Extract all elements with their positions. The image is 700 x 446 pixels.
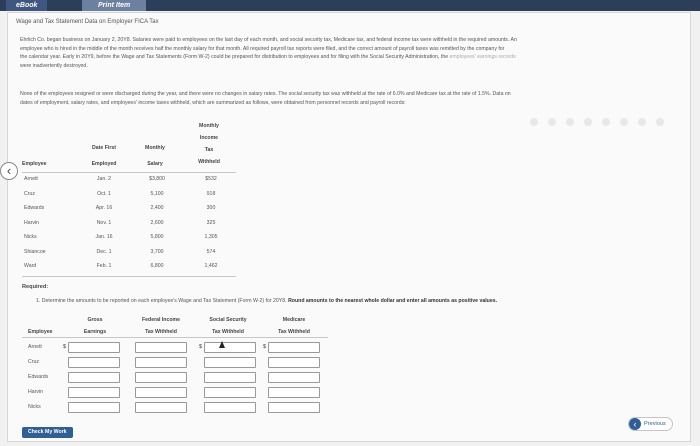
- income-tax-withheld: 325: [206, 219, 216, 226]
- answer-employee-name: Edwards: [28, 374, 49, 380]
- table-divider: [22, 276, 236, 277]
- chevron-left-icon: ‹: [629, 418, 641, 430]
- medicare-tax-input[interactable]: [268, 342, 320, 353]
- income-tax-withheld: 574: [206, 248, 216, 255]
- monthly-salary: 3,700: [150, 248, 164, 255]
- social-security-tax-input[interactable]: [204, 357, 256, 368]
- medicare-tax-input[interactable]: [268, 402, 320, 413]
- gross-earnings-input[interactable]: [68, 402, 120, 413]
- employee-name: Ward: [24, 263, 37, 269]
- social-security-tax-input[interactable]: [204, 387, 256, 398]
- currency-symbol: $: [263, 344, 267, 350]
- employee-name: Nicks: [24, 234, 37, 240]
- check-my-work-button[interactable]: Check My Work: [22, 427, 73, 438]
- gross-earnings-input[interactable]: [68, 387, 120, 398]
- previous-button[interactable]: ‹ Previous: [628, 417, 673, 431]
- date-first-employed: Dec. 1: [96, 248, 112, 255]
- medicare-tax-input[interactable]: [268, 357, 320, 368]
- employee-name: Cruz: [24, 190, 35, 197]
- social-security-tax-input[interactable]: [204, 372, 256, 383]
- col-header-date: Date First Employed: [91, 145, 117, 167]
- currency-symbol: $: [63, 344, 67, 350]
- mouse-cursor-icon: [219, 341, 225, 348]
- income-tax-withheld: 300: [206, 205, 216, 211]
- gross-earnings-input[interactable]: [68, 372, 120, 383]
- chevron-left-icon[interactable]: ‹: [0, 162, 18, 180]
- instruction-text: 1. Determine the amounts to be reported on each employee's Wage and Tax Statement (Form W-2) for 20Y8. Round amounts to the nearest whole dollar and enter all amounts as positive values.: [36, 298, 498, 304]
- answer-employee-name: Cruz: [28, 359, 39, 365]
- date-first-employed: Feb. 1: [96, 263, 112, 269]
- answer-employee-name: Arnett: [28, 344, 42, 350]
- answer-header-social-security: Social Security Tax Withheld: [209, 317, 247, 335]
- federal-income-tax-input[interactable]: [135, 372, 187, 383]
- data-paragraph: None of the employees resigned or were discharged during the year, and there were no changes in salary rates. The social security tax was withheld at the rate of 6.0% and Medicare tax at the rate of 1.5%. Data on dates of employment, salary rates, and employees' income taxes withheld, which are summarized as follows, were obtained from personnel records and payroll records:: [20, 91, 511, 106]
- medicare-tax-input[interactable]: [268, 372, 320, 383]
- monthly-salary: 6,800: [150, 263, 164, 269]
- page-title: Wage and Tax Statement Data on Employer FICA Tax: [16, 19, 159, 25]
- currency-symbol: $: [199, 344, 203, 350]
- income-tax-withheld: 918: [206, 190, 216, 197]
- employee-name: Shiancoe: [24, 248, 46, 255]
- answer-header-federal: Federal Income Tax Withheld: [141, 317, 181, 335]
- date-first-employed: Apr. 16: [95, 205, 113, 211]
- ebook-tab[interactable]: eBook: [6, 0, 47, 11]
- date-first-employed: Nov. 1: [96, 219, 112, 226]
- answer-header-medicare: Medicare Tax Withheld: [278, 317, 310, 335]
- social-security-tax-input[interactable]: [204, 402, 256, 413]
- required-label: Required:: [22, 284, 49, 290]
- date-first-employed: Oct. 1: [97, 190, 111, 197]
- federal-income-tax-input[interactable]: [135, 387, 187, 398]
- answer-employee-name: Harvin: [28, 389, 43, 395]
- federal-income-tax-input[interactable]: [135, 342, 187, 353]
- monthly-salary: 5,800: [150, 234, 164, 240]
- employee-name: Harvin: [24, 219, 39, 226]
- intro-paragraph: Ehrlich Co. began business on January 2, 20Y8. Salaries were paid to employees on the last day of each month, and social security tax, Medicare tax, and federal income tax were withheld in the required amounts. An employee who is hired in the middle of the month receives half the monthly salary for that month. All required payroll tax reports were filed, and the correct amount of payroll taxes was remitted by the company for the calendar year. Early in 20Y9, before the Wage and Tax Statements (Form W-2) could be prepared for distribution to employees and for filing with the Social Security Administration, the employees' earnings records were inadvertently destroyed.: [20, 37, 517, 69]
- answer-header-gross: Gross Earnings: [83, 317, 107, 335]
- answer-header-employee: Employee: [28, 329, 53, 335]
- monthly-salary: 2,600: [150, 219, 164, 226]
- employee-name: Edwards: [24, 205, 45, 211]
- federal-income-tax-input[interactable]: [135, 357, 187, 368]
- federal-income-tax-input[interactable]: [135, 402, 187, 413]
- social-security-tax-input[interactable]: [204, 342, 256, 353]
- date-first-employed: Jan. 16: [95, 234, 113, 240]
- monthly-salary: 2,400: [150, 205, 164, 211]
- print-item-tab[interactable]: Print Item: [82, 0, 146, 11]
- gross-earnings-input[interactable]: [68, 357, 120, 368]
- monthly-salary: $3,800: [149, 176, 165, 182]
- income-tax-withheld: 1,462: [204, 263, 218, 269]
- col-header-employee: Employee: [22, 161, 47, 167]
- medicare-tax-input[interactable]: [268, 387, 320, 398]
- gross-earnings-input[interactable]: [68, 342, 120, 353]
- answer-divider: [22, 337, 328, 338]
- income-tax-withheld: $532: [205, 176, 217, 182]
- date-first-employed: Jan. 2: [96, 176, 112, 182]
- col-header-salary: Monthly Salary: [145, 145, 165, 167]
- employee-name: Arnett: [24, 176, 38, 182]
- answer-employee-name: Nicks: [28, 404, 41, 410]
- col-header-tax: Monthly Income Tax Withheld: [198, 123, 220, 165]
- income-tax-withheld: 1,305: [204, 234, 218, 240]
- monthly-salary: 5,100: [150, 190, 164, 197]
- top-bar: [0, 0, 700, 11]
- table-divider: [22, 172, 236, 173]
